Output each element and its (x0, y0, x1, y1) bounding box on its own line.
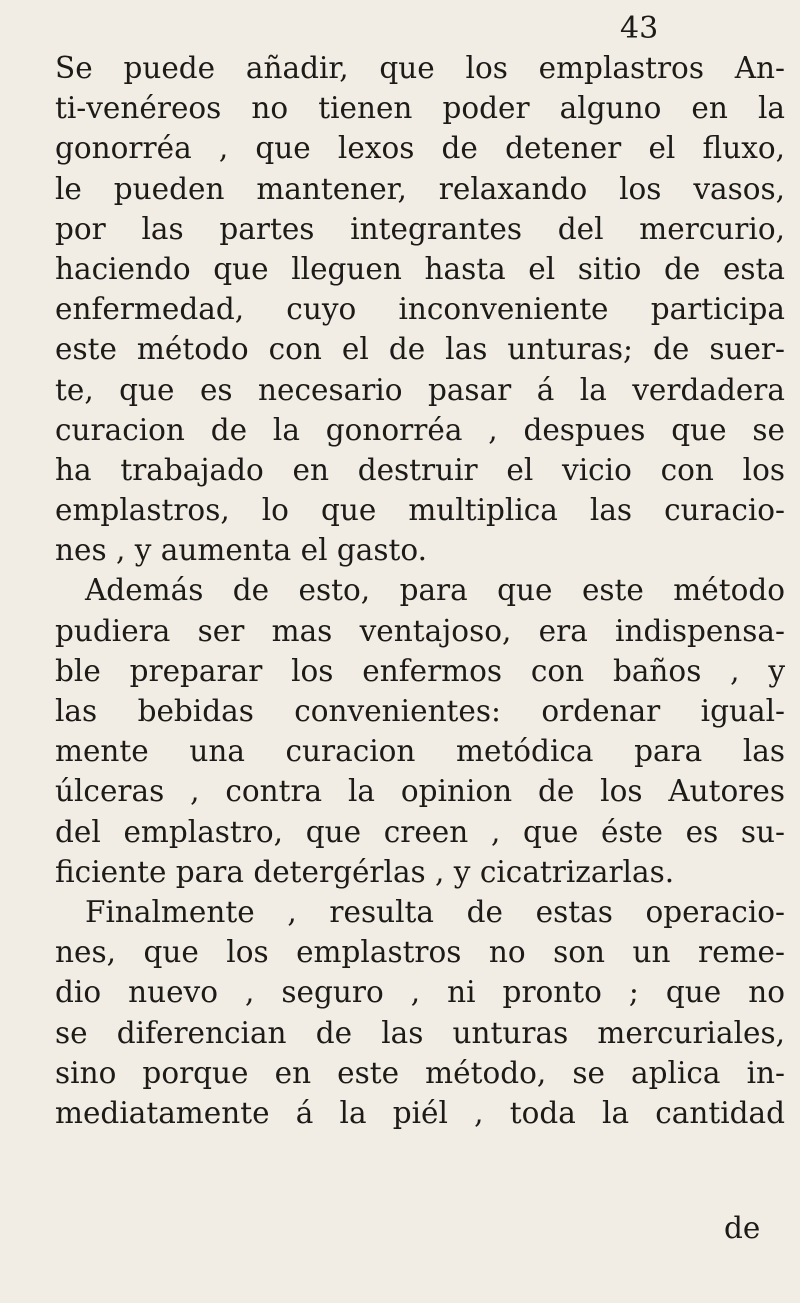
text-line-10: curacion de la gonorréa , despues que se (55, 412, 785, 447)
body-text (55, 48, 785, 1133)
text-line-22: Finalmente , resulta de estas operacio- (85, 894, 785, 929)
text-line-15: pudiera ser mas ventajoso, era indispensa- (55, 613, 785, 648)
text-line-5: por las partes integrantes del mercurio, (55, 211, 785, 246)
text-line-4: le pueden mantener, relaxando los vasos, (55, 171, 785, 206)
text-line-6: haciendo que lleguen hasta el sitio de esta (55, 251, 785, 286)
text-line-2: ti-venéreos no tienen poder alguno en la (55, 91, 785, 126)
text-line-17: las bebidas convenientes: ordenar igual- (55, 694, 785, 728)
text-line-20: del emplastro, que creen , que éste es su- (55, 814, 785, 849)
text-line-23: nes, que los emplastros no son un reme- (55, 935, 785, 970)
text-line-9: te, que es necesario pasar á la verdadera (55, 372, 785, 407)
text-line-26: sino porque en este método, se aplica in- (55, 1055, 785, 1090)
text-line-1: Se puede añadir, que los emplastros An- (55, 51, 785, 85)
page-number: 43 (620, 11, 659, 46)
text-line-11: ha trabajado en destruir el vicio con los (55, 452, 785, 487)
text-line-12: emplastros, lo que multiplica las curacio- (55, 493, 785, 528)
text-line-27: mediatamente á la piél , toda la cantidad (55, 1095, 785, 1130)
text-line-19: úlceras , contra la opinion de los Autores (55, 774, 785, 809)
text-line-14: Además de esto, para que este método (85, 573, 785, 608)
text-line-21: ficiente para detergérlas , y cicatrizarlas. (55, 854, 675, 889)
catchword: de (724, 1211, 761, 1245)
text-line-3: gonorréa , que lexos de detener el fluxo, (55, 131, 785, 166)
text-line-25: se diferencian de las unturas mercuriales, (55, 1015, 785, 1050)
text-line-18: mente una curacion metódica para las (55, 734, 785, 769)
text-line-13: nes , y aumenta el gasto. (55, 533, 427, 568)
text-line-24: dio nuevo , seguro , ni pronto ; que no (55, 975, 785, 1010)
text-line-7: enfermedad, cuyo inconveniente participa (55, 292, 785, 327)
text-line-16: ble preparar los enfermos con baños , y (55, 653, 785, 688)
text-line-8: este método con el de las unturas; de suer- (55, 332, 785, 367)
